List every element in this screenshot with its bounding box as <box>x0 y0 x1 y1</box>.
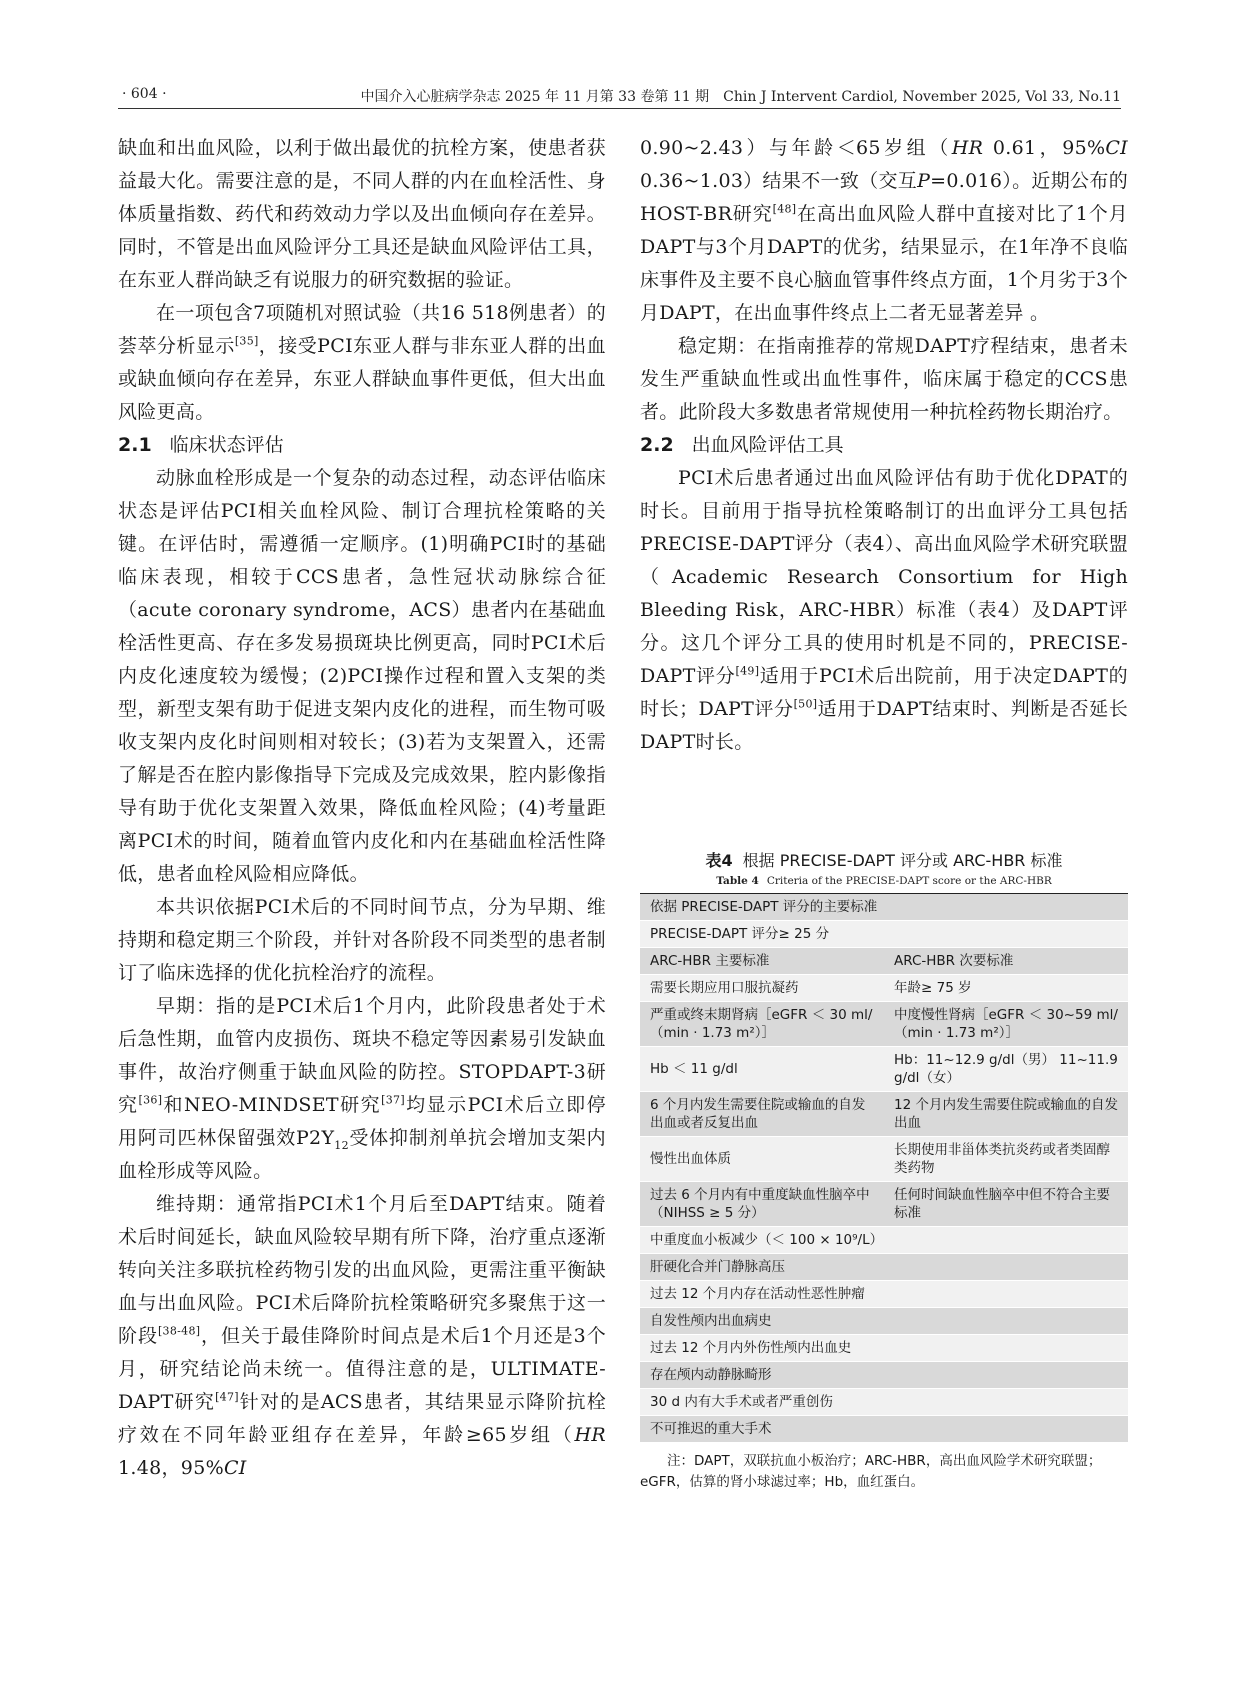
section-title: 临床状态评估 <box>169 434 284 456</box>
minor-criterion-cell: 12 个月内发生需要住院或输血的自发出血 <box>884 1092 1128 1137</box>
right-column <box>640 132 1128 759</box>
text-span: 0.90~2.43）与年龄＜65岁组（ <box>640 137 952 159</box>
citation-ref: [35] <box>234 334 259 348</box>
major-criterion-cell: 存在颅内动静脉畸形 <box>640 1362 1128 1389</box>
text-span: 0.61，95% <box>983 137 1106 159</box>
table-row <box>640 1227 1128 1254</box>
paragraph-maintenance-phase <box>118 1188 606 1485</box>
precise-criterion-cell: PRECISE-DAPT 评分≥ 25 分 <box>640 921 1128 948</box>
text-span: 和NEO-MINDSET研究 <box>162 1094 382 1116</box>
section-number: 2.1 <box>118 434 152 456</box>
text-span: 早期：指的是PCI术后1个月内，此阶段患者处于术后急性期，血管内皮损伤、斑块不稳定等因素易引发缺血事件，故治疗侧重于缺血风险的防控。STOPDAPT-3研究 <box>118 995 606 1116</box>
table-title: 根据 PRECISE-DAPT 评分或 ARC-HBR 标准 <box>742 851 1063 870</box>
major-criterion-cell: 过去 6 个月内有中重度缺血性脑卒中（NIHSS ≥ 5 分） <box>640 1182 884 1227</box>
table-footnote: 注：DAPT，双联抗血小板治疗；ARC-HBR，高出血风险学术研究联盟；eGFR，估算的肾小球滤过率；Hb，血红蛋白。 <box>640 1453 1102 1490</box>
citation-ref: [49] <box>735 664 760 678</box>
text-span: 受体抑制剂单抗会增加支架内血栓形成等风险。 <box>118 1127 606 1182</box>
table-row <box>640 894 1128 921</box>
text-span: 维持期：通常指PCI术1个月后至DAPT结束。随着术后时间延长，缺血风险较早期有所下降，治疗重点逐渐转向关注多联抗栓药物引发的出血风险，更需注重平衡缺血与出血风险。PCI术后降阶抗栓策略研究多聚焦于这一阶段 <box>118 1193 606 1347</box>
major-criterion-cell: 6 个月内发生需要住院或输血的自发出血或者反复出血 <box>640 1092 884 1137</box>
citation-ref: [36] <box>138 1093 163 1107</box>
citation-ref: [38-48] <box>157 1324 201 1338</box>
minor-criterion-cell: 任何时间缺血性脑卒中但不符合主要标准 <box>884 1182 1128 1227</box>
table-label-en: Table 4 <box>716 875 759 887</box>
section-heading-2-2 <box>640 429 1128 462</box>
text-span: 针对的是ACS患者，其结果显示降阶抗栓疗效在不同年龄亚组存在差异，年龄≥65岁组（ <box>118 1391 606 1446</box>
text-span: 在高出血风险人群中直接对比了1个月DAPT与3个月DAPT的优劣，结果显示，在1年净不良临床事件及主要不良心脑血管事件终点方面，1个月劣于3个月DAPT，在出血事件终点上二者无显著差异 。 <box>640 203 1128 324</box>
criteria-table <box>640 893 1128 1443</box>
major-criterion-cell: 中重度血小板减少（＜ 100 × 10⁹/L） <box>640 1227 1128 1254</box>
table-row <box>640 1281 1128 1308</box>
table-row <box>640 1254 1128 1281</box>
italic-p: P <box>917 170 931 192</box>
major-criterion-cell: 不可推迟的重大手术 <box>640 1416 1128 1443</box>
table-row <box>640 975 1128 1002</box>
table-label: 表4 <box>705 851 733 870</box>
text-span: ，接受PCI东亚人群与非东亚人群的出血或缺血倾向存在差异，东亚人群缺血事件更低，但大出血风险更高。 <box>118 335 606 423</box>
minor-criterion-cell: Hb：11~12.9 g/dl（男） 11~11.9 g/dl（女） <box>884 1047 1128 1092</box>
table-row <box>640 1362 1128 1389</box>
text-span: 在一项包含7项随机对照试验（共16 518例患者）的荟萃分析显示 <box>118 302 606 357</box>
table-caption-en <box>640 875 1128 887</box>
page-number: · 604 · <box>122 86 167 102</box>
table-row <box>640 921 1128 948</box>
major-criterion-cell: Hb ＜ 11 g/dl <box>640 1047 884 1092</box>
text-span: 1.48，95% <box>118 1457 224 1479</box>
table-row <box>640 1092 1128 1137</box>
paragraph-ultimate-dapt-cont <box>640 132 1128 330</box>
precise-header-cell: 依据 PRECISE-DAPT 评分的主要标准 <box>640 894 1128 921</box>
section-number: 2.2 <box>640 434 674 456</box>
journal-citation: 中国介入心脏病学杂志 2025 年 11 月第 33 卷第 11 期 Chin J Intervent Cardiol, November 2025, Vol 33, No.11 <box>360 89 1121 105</box>
italic-hr: HR <box>951 137 984 159</box>
paragraph-risk-tools: 缺血和出血风险，以利于做出最优的抗栓方案，使患者获益最大化。需要注意的是，不同人群的内在血栓活性、身体质量指数、药代和药效动力学以及出血倾向存在差异。同时，不管是出血风险评分工具还是缺血风险评估工具，在东亚人群尚缺乏有说服力的研究数据的验证。 <box>118 137 606 291</box>
text-span: ，但关于最佳降阶时间点是术后1个月还是3个月，研究结论尚未统一。值得注意的是，ULTIMATE-DAPT研究 <box>118 1325 606 1413</box>
table-row <box>640 1308 1128 1335</box>
running-header <box>118 84 1121 106</box>
section-title: 出血风险评估工具 <box>691 434 844 456</box>
table-row <box>640 1335 1128 1362</box>
minor-criterion-cell: 长期使用非甾体类抗炎药或者类固醇类药物 <box>884 1137 1128 1182</box>
paragraph-clinical-status: 动脉血栓形成是一个复杂的动态过程，动态评估临床状态是评估PCI相关血栓风险、制订合理抗栓策略的关键。在评估时，需遵循一定顺序。(1)明确PCI时的基础临床表现，相较于CCS患者，急性冠状动脉综合征（acute coronary syndrome，ACS）患者内在基础血栓活性更高、存在多发易损斑块比例更高，同时PCI术后内皮化速度较为缓慢；(2)PCI操作过程和置入支架的类型，新型支架有助于促进支架内皮化的进程，而生物可吸收支架内皮化时间则相对较长；(3)若为支架置入，还需了解是否在腔内影像指导下完成及完成效果，腔内影像指导有助于优化支架置入效果，降低血栓风险；(4)考量距离PCI术的时间，随着血管内皮化和内在基础血栓活性降低，患者血栓风险相应降低。 <box>118 467 606 885</box>
paragraph-stable-phase: 稳定期：在指南推荐的常规DAPT疗程结束，患者未发生严重缺血性或出血性事件，临床属于稳定的CCS患者。此阶段大多数患者常规使用一种抗栓药物长期治疗。 <box>640 335 1128 423</box>
paragraph-early-phase <box>118 990 606 1188</box>
major-criterion-cell: 30 d 内有大手术或者严重创伤 <box>640 1389 1128 1416</box>
major-criterion-cell: 过去 12 个月内存在活动性恶性肿瘤 <box>640 1281 1128 1308</box>
table-caption-cn <box>640 848 1128 871</box>
subscript: 12 <box>334 1138 349 1152</box>
table-row <box>640 948 1128 975</box>
paragraph-meta-analysis <box>118 297 606 429</box>
left-column <box>118 132 606 1485</box>
italic-ci: CI <box>223 1457 247 1479</box>
citation-ref: [37] <box>381 1093 405 1107</box>
major-criterion-cell: 慢性出血体质 <box>640 1137 884 1182</box>
paragraph-bleeding-tools <box>640 462 1128 759</box>
major-criterion-cell: 严重或终末期肾病［eGFR ＜ 30 ml/（min · 1.73 m²）］ <box>640 1002 884 1047</box>
table-row <box>640 1047 1128 1092</box>
text-span: 0.36~1.03）结果不一致（交互 <box>640 170 918 192</box>
major-criterion-cell: 肝硬化合并门静脉高压 <box>640 1254 1128 1281</box>
table-row <box>640 1137 1128 1182</box>
header-rule <box>118 108 1121 109</box>
major-criterion-cell: 自发性颅内出血病史 <box>640 1308 1128 1335</box>
col-header-major: ARC-HBR 主要标准 <box>640 948 884 975</box>
table-title-en: Criteria of the PRECISE-DAPT score or the ARC-HBR <box>766 875 1052 887</box>
table-row <box>640 1416 1128 1443</box>
minor-criterion-cell: 年龄≥ 75 岁 <box>884 975 1128 1002</box>
italic-hr: HR <box>574 1424 606 1446</box>
major-criterion-cell: 过去 12 个月内外伤性颅内出血史 <box>640 1335 1128 1362</box>
text-span: 适用于DAPT结束时、判断是否延长DAPT时长。 <box>640 698 1128 753</box>
citation-ref: [47] <box>215 1390 239 1404</box>
table-row <box>640 1182 1128 1227</box>
minor-criterion-cell: 中度慢性肾病［eGFR ＜ 30~59 ml/（min · 1.73 m²）］ <box>884 1002 1128 1047</box>
major-criterion-cell: 需要长期应用口服抗凝药 <box>640 975 884 1002</box>
citation-ref: [48] <box>772 202 797 216</box>
table-row <box>640 1002 1128 1047</box>
italic-ci: CI <box>1105 137 1128 159</box>
table-row <box>640 1389 1128 1416</box>
text-span: PCI术后患者通过出血风险评估有助于优化DPAT的时长。目前用于指导抗栓策略制订的出血评分工具包括PRECISE-DAPT评分（表4）、高出血风险学术研究联盟（Academic Research Consortium for High Bleeding Risk，ARC-HBR）标准（表4）及DAPT评分。这几个评分工具的使用时机是不同的，PRECISE-DAPT评分 <box>640 467 1128 687</box>
text-span: 适用于PCI术后出院前，用于决定DAPT的时长；DAPT评分 <box>640 665 1128 720</box>
section-heading-2-1 <box>118 429 606 462</box>
text-span: 均显示PCI术后立即停用阿司匹林保留强效P2Y <box>118 1094 606 1149</box>
citation-ref: [50] <box>793 697 818 711</box>
table-4-block <box>640 848 1128 1493</box>
text-span: =0.016）。近期公布的HOST-BR研究 <box>640 170 1128 225</box>
paragraph-time-phases: 本共识依据PCI术后的不同时间节点，分为早期、维持期和稳定期三个阶段，并针对各阶段不同类型的患者制订了临床选择的优化抗栓治疗的流程。 <box>118 896 606 984</box>
col-header-minor: ARC-HBR 次要标准 <box>884 948 1128 975</box>
